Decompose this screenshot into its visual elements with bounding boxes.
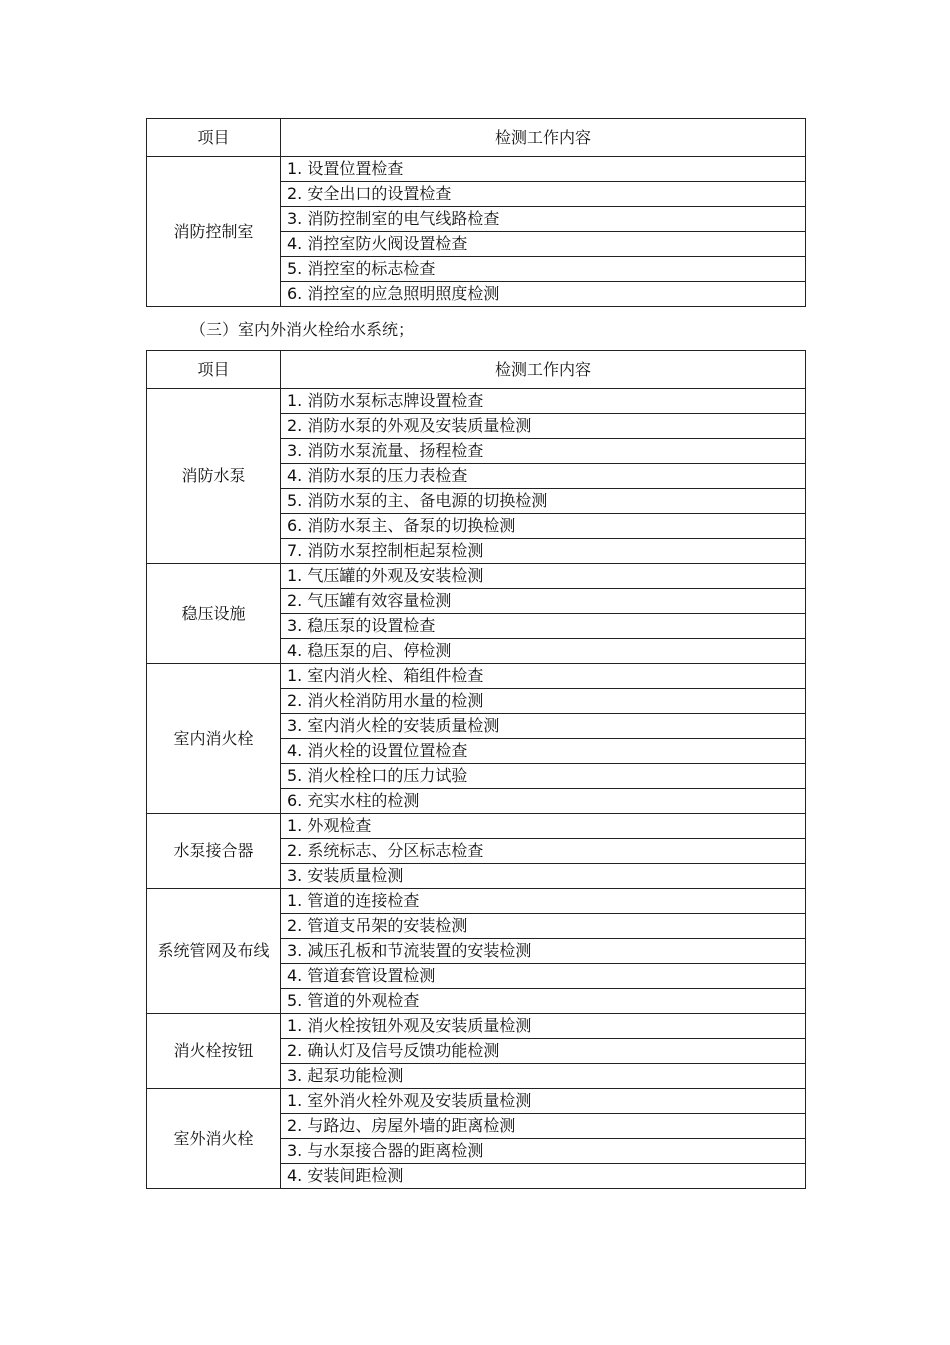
content-cell: 5. 消火栓栓口的压力试验 (281, 764, 806, 789)
hydrant-system-table (146, 350, 806, 1189)
content-cell: 3. 起泵功能检测 (281, 1064, 806, 1089)
content-cell: 5. 管道的外观检查 (281, 989, 806, 1014)
item-cell: 水泵接合器 (147, 814, 281, 889)
content-cell: 3. 消防控制室的电气线路检查 (281, 207, 806, 232)
content-cell: 2. 确认灯及信号反馈功能检测 (281, 1039, 806, 1064)
content-cell: 5. 消控室的标志检查 (281, 257, 806, 282)
item-cell: 消防控制室 (147, 157, 281, 307)
item-cell: 消防水泵 (147, 389, 281, 564)
content-cell: 3. 室内消火栓的安装质量检测 (281, 714, 806, 739)
content-cell: 2. 气压罐有效容量检测 (281, 589, 806, 614)
table-row (147, 889, 806, 914)
table-row (147, 564, 806, 589)
content-cell: 3. 减压孔板和节流装置的安装检测 (281, 939, 806, 964)
content-cell: 5. 消防水泵的主、备电源的切换检测 (281, 489, 806, 514)
item-cell: 稳压设施 (147, 564, 281, 664)
content-cell: 1. 气压罐的外观及安装检测 (281, 564, 806, 589)
table-header-row (147, 351, 806, 389)
content-cell: 1. 消防水泵标志牌设置检查 (281, 389, 806, 414)
header-item: 项目 (147, 119, 281, 157)
header-item: 项目 (147, 351, 281, 389)
content-cell: 4. 消控室防火阀设置检查 (281, 232, 806, 257)
table-row (147, 664, 806, 689)
content-cell: 2. 与路边、房屋外墙的距离检测 (281, 1114, 806, 1139)
content-cell: 4. 消防水泵的压力表检查 (281, 464, 806, 489)
item-cell: 室外消火栓 (147, 1089, 281, 1189)
content-cell: 1. 设置位置检查 (281, 157, 806, 182)
content-cell: 6. 消控室的应急照明照度检测 (281, 282, 806, 307)
content-cell: 4. 稳压泵的启、停检测 (281, 639, 806, 664)
content-cell: 2. 消防水泵的外观及安装质量检测 (281, 414, 806, 439)
content-cell: 1. 外观检查 (281, 814, 806, 839)
content-cell: 3. 消防水泵流量、扬程检查 (281, 439, 806, 464)
content-cell: 3. 稳压泵的设置检查 (281, 614, 806, 639)
content-cell: 1. 室外消火栓外观及安装质量检测 (281, 1089, 806, 1114)
content-cell: 1. 室内消火栓、箱组件检查 (281, 664, 806, 689)
table-row (147, 814, 806, 839)
header-content: 检测工作内容 (281, 119, 806, 157)
content-cell: 2. 系统标志、分区标志检查 (281, 839, 806, 864)
content-cell: 4. 消火栓的设置位置检查 (281, 739, 806, 764)
content-cell: 7. 消防水泵控制柜起泵检测 (281, 539, 806, 564)
item-cell: 室内消火栓 (147, 664, 281, 814)
content-cell: 4. 管道套管设置检测 (281, 964, 806, 989)
content-cell: 1. 消火栓按钮外观及安装质量检测 (281, 1014, 806, 1039)
content-cell: 6. 充实水柱的检测 (281, 789, 806, 814)
item-cell: 系统管网及布线 (147, 889, 281, 1014)
section-heading: （三）室内外消火栓给水系统； (190, 320, 415, 339)
content-cell: 3. 与水泵接合器的距离检测 (281, 1139, 806, 1164)
content-cell: 6. 消防水泵主、备泵的切换检测 (281, 514, 806, 539)
content-cell: 2. 消火栓消防用水量的检测 (281, 689, 806, 714)
content-cell: 2. 安全出口的设置检查 (281, 182, 806, 207)
content-cell: 2. 管道支吊架的安装检测 (281, 914, 806, 939)
content-cell: 1. 管道的连接检查 (281, 889, 806, 914)
fire-control-room-table (146, 118, 806, 307)
item-cell: 消火栓按钮 (147, 1014, 281, 1089)
content-cell: 4. 安装间距检测 (281, 1164, 806, 1189)
table-row (147, 1014, 806, 1039)
table-row (147, 389, 806, 414)
table-row (147, 1089, 806, 1114)
table-row (147, 157, 806, 182)
table-header-row (147, 119, 806, 157)
content-cell: 3. 安装质量检测 (281, 864, 806, 889)
header-content: 检测工作内容 (281, 351, 806, 389)
